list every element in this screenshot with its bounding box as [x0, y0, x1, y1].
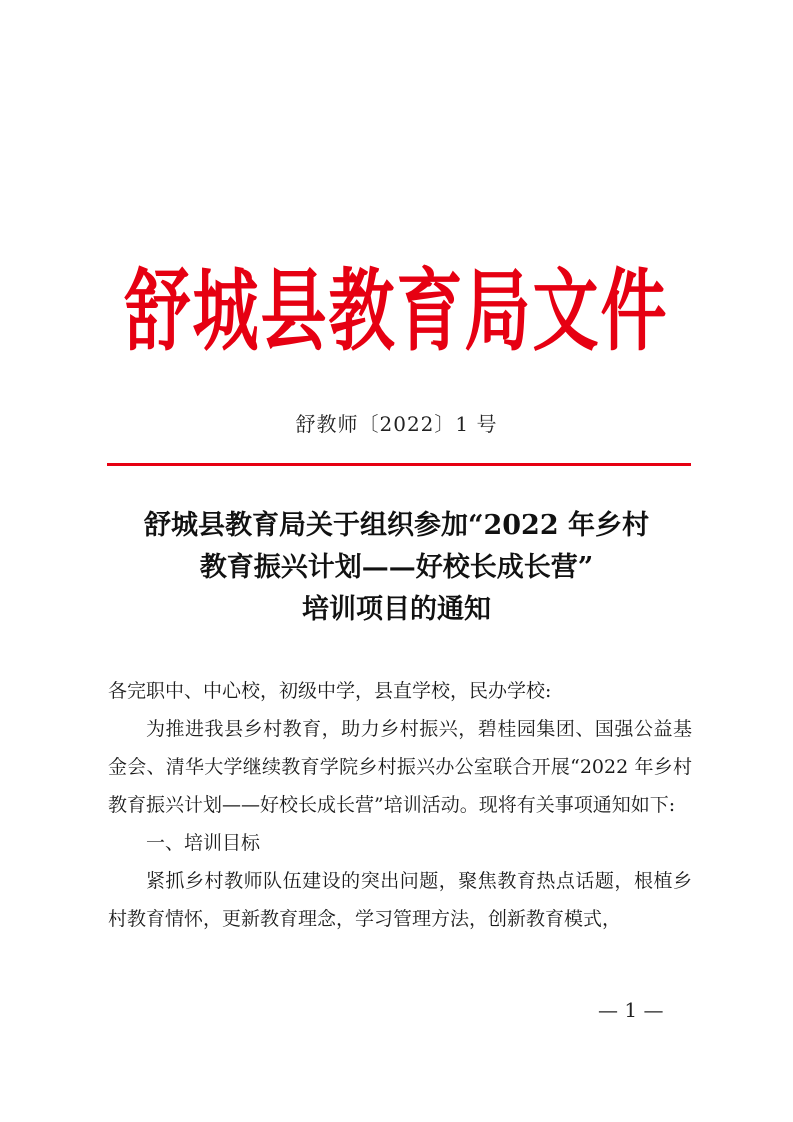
- notice-title-line-1: 舒城县教育局关于组织参加“2022 年乡村: [143, 510, 650, 541]
- notice-title: [0, 505, 793, 631]
- page-number: — 1 —: [598, 998, 664, 1022]
- notice-title-line-2: 教育振兴计划——好校长成长营”: [199, 552, 594, 583]
- salutation: 各完职中、中心校，初级中学，县直学校，民办学校:: [108, 680, 552, 702]
- notice-body: [108, 672, 692, 938]
- red-divider-line: [107, 463, 691, 466]
- notice-title-line-3: 培训项目的通知: [302, 594, 491, 625]
- document-number: 舒教师〔2022〕1 号: [295, 412, 498, 436]
- body-paragraph-2: 紧抓乡村教师队伍建设的突出问题，聚焦教育热点话题，根植乡村教育情怀，更新教育理念，学习管理方法，创新教育模式，: [108, 870, 692, 930]
- body-paragraph-1: 为推进我县乡村教育，助力乡村振兴，碧桂园集团、国强公益基金会、清华大学继续教育学院乡村振兴办公室联合开展“2022 年乡村教育振兴计划——好校长成长营”培训活动。现将有关事项通知如下:: [108, 718, 692, 816]
- document-red-header: 舒城县教育局文件: [124, 257, 669, 364]
- section-heading-1: 一、培训目标: [146, 832, 261, 854]
